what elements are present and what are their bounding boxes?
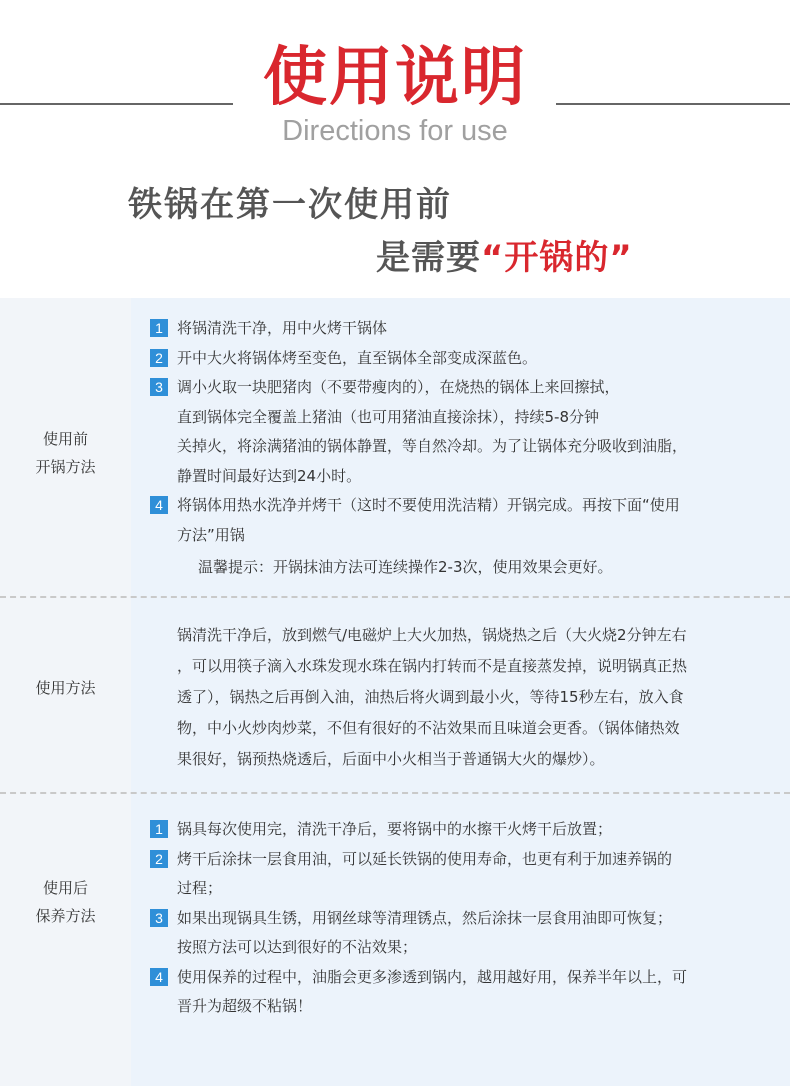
step-text-line: 按照方法可以达到很好的不沾效果；: [177, 938, 418, 956]
step-text-line: 直到锅体完全覆盖上猪油（也可用猪油直接涂抹），持续5-8分钟: [177, 407, 600, 426]
section-label-usage: [0, 674, 131, 702]
instructions-table: [0, 298, 790, 1086]
step-number-badge: 3: [150, 378, 168, 396]
warm-tip: 温馨提示：开锅抹油方法可连续操作2-3次，使用效果会更好。: [198, 558, 613, 576]
list-item: [150, 845, 770, 904]
step-text-line: 调小火取一块肥猪肉（不要带瘦肉的），在烧热的锅体上来回擦拭，: [177, 378, 620, 396]
list-item: [150, 963, 770, 1022]
step-text-line: 烤干后涂抹一层食用油，可以延长铁锅的使用寿命，也更有利于加速养锅的: [177, 849, 673, 868]
paragraph-line: ，可以用筷子滴入水珠发现水珠在锅内打转而不是直接蒸发掉，说明锅真正热: [177, 657, 688, 675]
step-text-line: 静置时间最好达到24小时。: [177, 466, 362, 485]
paragraph-line: 锅清洗干净后，放到燃气/电磁炉上大火加热，锅烧热之后（大火烧2分钟左右: [177, 626, 687, 644]
list-item: [150, 904, 770, 963]
section-label-line: 使用前: [42, 430, 88, 448]
headline-highlight: 开锅的: [504, 238, 610, 278]
step-number-badge: 2: [150, 349, 168, 367]
headline-prefix: 是需要: [376, 238, 481, 278]
step-number-badge: 3: [150, 909, 168, 927]
section-label-maintenance: [0, 874, 131, 930]
headline-line2: [376, 236, 633, 280]
step-number-badge: 1: [150, 319, 168, 337]
step-number-badge: 4: [150, 496, 168, 514]
step-text-line: 使用保养的过程中，油脂会更多渗透到锅内，越用越好用，保养半年以上，可: [177, 967, 688, 986]
step-text-line: 开中大火将锅体烤至变色，直至锅体全部变成深蓝色。: [177, 348, 538, 367]
usage-paragraph: [177, 620, 765, 775]
step-text-line: 过程；: [177, 879, 223, 897]
quote-open: “: [481, 238, 505, 278]
section-label-line: 开锅方法: [35, 458, 96, 476]
step-text-line: 如果出现锅具生锈，用钢丝球等清理锈点，然后涂抹一层食用油即可恢复；: [177, 908, 673, 927]
section-label-first-use: [0, 425, 131, 481]
step-text-line: 关掉火，将涂满猪油的锅体静置，等自然冷却。为了让锅体充分吸收到油脂，: [177, 437, 688, 455]
step-text-line: 将锅体用热水洗净并烤干（这时不要使用洗洁精）开锅完成。再按下面“使用: [177, 496, 680, 514]
headline-line1: 铁锅在第一次使用前: [128, 185, 452, 225]
section-divider: [0, 792, 790, 794]
list-item: [150, 815, 770, 845]
list-item: [150, 344, 770, 374]
header: [0, 0, 790, 300]
step-number-badge: 2: [150, 850, 168, 868]
paragraph-line: 透了），锅热之后再倒入油，油热后将火调到最小火，等待15秒左右，放入食: [177, 688, 684, 706]
quote-close: ”: [609, 238, 633, 278]
step-text-line: 锅具每次使用完，清洗干净后，要将锅中的水擦干火烤干后放置；: [177, 820, 613, 838]
section-label-line: 使用后: [42, 879, 88, 897]
first-use-steps: [150, 314, 770, 583]
page-subtitle: Directions for use: [282, 115, 508, 147]
section-divider: [0, 596, 790, 598]
step-text-line: 晋升为超级不粘锅！: [177, 997, 313, 1015]
list-item: [150, 373, 770, 491]
page-title: 使用说明: [263, 41, 527, 115]
paragraph-line: 物，中小火炒肉炒菜，不但有很好的不沾效果而且味道会更香。（锅体储热效: [177, 719, 680, 737]
paragraph-line: 果很好，锅预热烧透后，后面中小火相当于普通锅大火的爆炒）。: [177, 750, 605, 768]
section-label-line: 保养方法: [35, 907, 96, 925]
list-item: [150, 314, 770, 344]
step-number-badge: 1: [150, 820, 168, 838]
section-label-line: 使用方法: [35, 679, 96, 697]
step-text-line: 方法”用锅: [177, 525, 245, 544]
step-text-line: 将锅清洗干净，用中火烤干锅体: [177, 319, 388, 337]
list-item: [150, 491, 770, 550]
maintenance-steps: [150, 815, 770, 1022]
step-number-badge: 4: [150, 968, 168, 986]
